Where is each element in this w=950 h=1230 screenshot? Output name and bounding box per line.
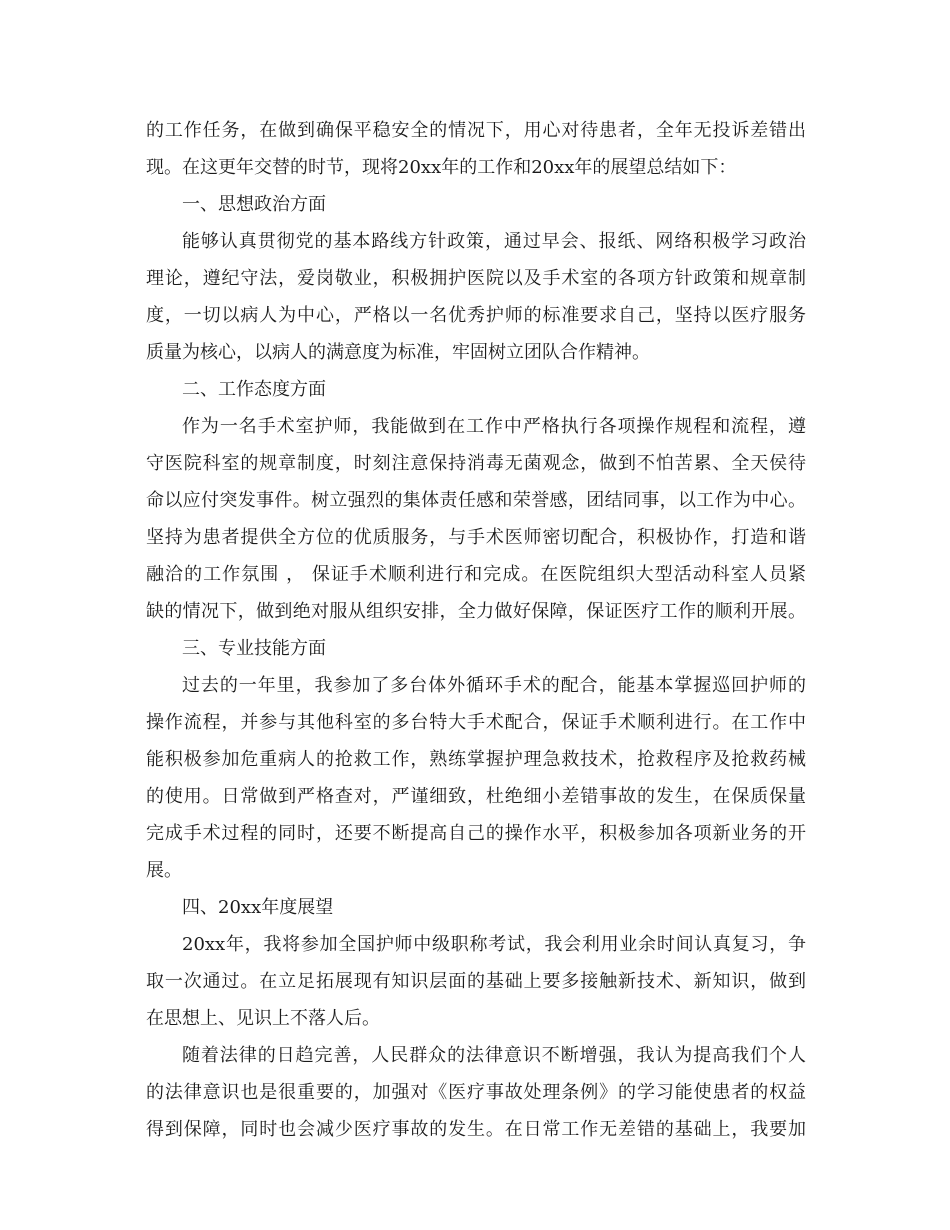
- document-body: [146, 112, 806, 1148]
- text-line: 融洽的工作氛围 ， 保证手术顺利进行和完成。在医院组织大型活动科室人员紧: [146, 564, 806, 585]
- text-line: 三、专业技能方面: [182, 638, 326, 659]
- text-line: 理论，遵纪守法，爱岗敬业，积极拥护医院以及手术室的各项方针政策和规章制: [146, 268, 806, 289]
- text-line: 坚持为患者提供全方位的优质服务，与手术医师密切配合，积极协作，打造和谐: [146, 527, 806, 548]
- text-line: 现。在这更年交替的时节，现将20xx年的工作和20xx年的展望总结如下：: [146, 157, 737, 178]
- text-line: 取一次通过。在立足拓展现有知识层面的基础上要多接触新技术、新知识，做到: [146, 971, 806, 992]
- text-line: 二、工作态度方面: [182, 379, 326, 400]
- text-line: 在思想上、见识上不落人后。: [146, 1008, 380, 1029]
- text-line: 命以应付突发事件。树立强烈的集体责任感和荣誉感，团结同事，以工作为中心。: [146, 490, 806, 511]
- text-line: 操作流程，并参与其他科室的多台特大手术配合，保证手术顺利进行。在工作中: [146, 712, 806, 733]
- text-line: 的法律意识也是很重要的，加强对《医疗事故处理条例》的学习能使患者的权益: [146, 1082, 806, 1103]
- text-line: 随着法律的日趋完善，人民群众的法律意识不断增强，我认为提高我们个人: [182, 1045, 806, 1066]
- text-line: 一、思想政治方面: [182, 194, 326, 215]
- text-line: 过去的一年里，我参加了多台体外循环手术的配合，能基本掌握巡回护师的: [182, 675, 806, 696]
- text-line: 的工作任务，在做到确保平稳安全的情况下，用心对待患者，全年无投诉差错出: [146, 120, 806, 141]
- text-line: 20xx年，我将参加全国护师中级职称考试，我会利用业余时间认真复习，争: [182, 934, 806, 955]
- text-line: 缺的情况下，做到绝对服从组织安排，全力做好保障，保证医疗工作的顺利开展。: [146, 601, 806, 622]
- text-line: 四、20xx年度展望: [182, 897, 334, 918]
- text-line: 作为一名手术室护师，我能做到在工作中严格执行各项操作规程和流程，遵: [182, 416, 806, 437]
- text-line: 度，一切以病人为中心，严格以一名优秀护师的标准要求自己，坚持以医疗服务: [146, 305, 806, 326]
- text-line: 完成手术过程的同时，还要不断提高自己的操作水平，积极参加各项新业务的开: [146, 823, 806, 844]
- text-line: 能积极参加危重病人的抢救工作，熟练掌握护理急救技术，抢救程序及抢救药械: [146, 749, 806, 770]
- text-line: 守医院科室的规章制度，时刻注意保持消毒无菌观念，做到不怕苦累、全天侯待: [146, 453, 806, 474]
- text-line: 能够认真贯彻党的基本路线方针政策，通过早会、报纸、网络积极学习政治: [182, 231, 806, 252]
- text-line: 的使用。日常做到严格查对，严谨细致，杜绝细小差错事故的发生，在保质保量: [146, 786, 806, 807]
- text-line: 得到保障，同时也会减少医疗事故的发生。在日常工作无差错的基础上，我要加: [146, 1119, 806, 1140]
- text-line: 质量为核心，以病人的满意度为标准，牢固树立团队合作精神。: [146, 342, 650, 363]
- text-line: 展。: [146, 860, 182, 881]
